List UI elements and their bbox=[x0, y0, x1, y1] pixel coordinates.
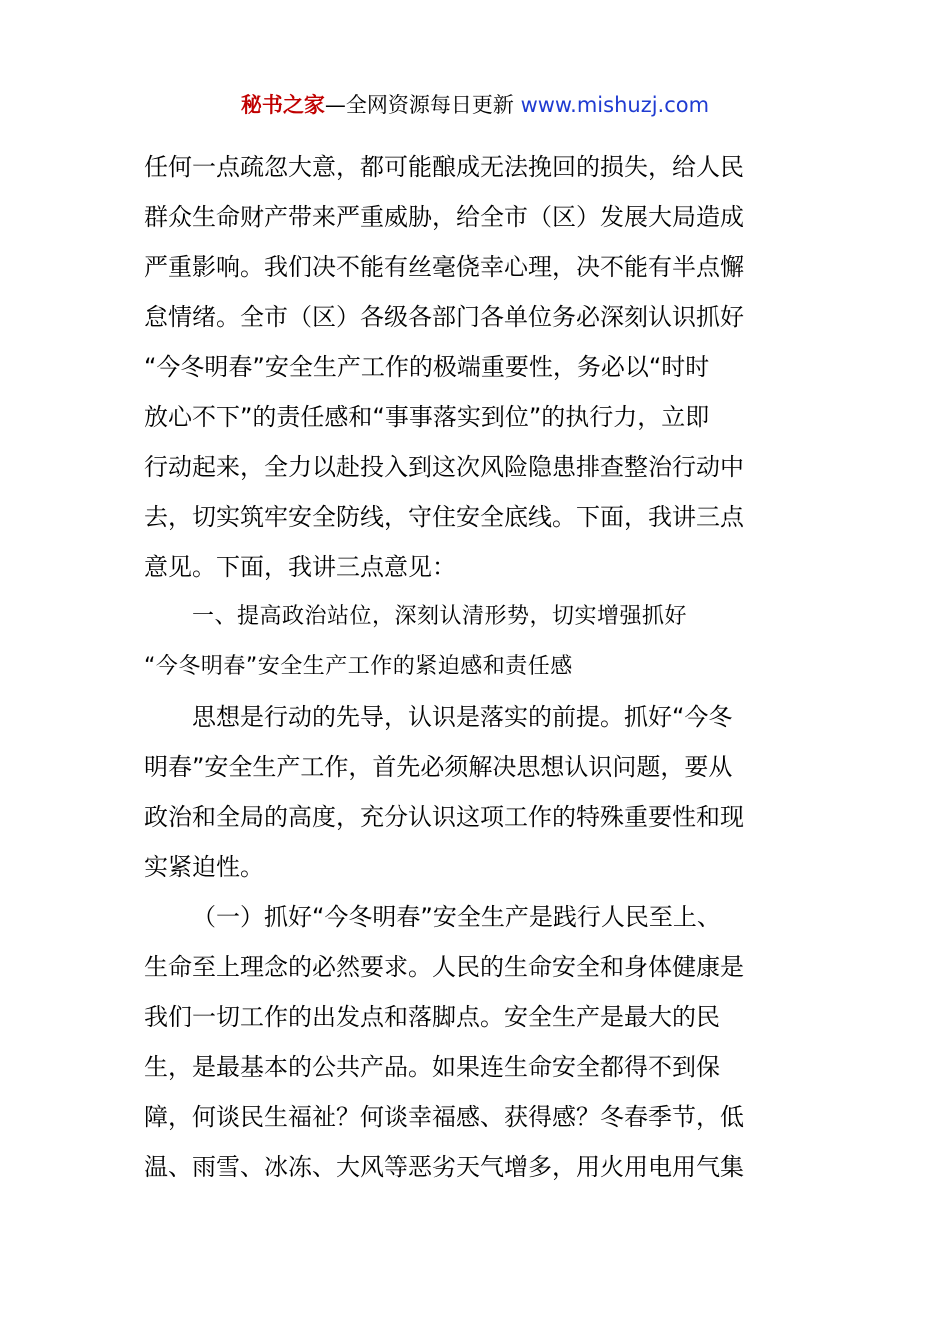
text-line: 任何一点疏忽大意，都可能酿成无法挽回的损失，给人民 bbox=[144, 153, 744, 181]
text-line: 生，是最基本的公共产品。如果连生命安全都得不到保 bbox=[144, 1053, 720, 1081]
text-line: 明春”安全生产工作，首先必须解决思想认识问题，要从 bbox=[144, 753, 733, 781]
text-line: 我们一切工作的出发点和落脚点。安全生产是最大的民 bbox=[144, 1003, 720, 1031]
subsection-heading: （一）抓好“今冬明春”安全生产是践行人民至上、 bbox=[192, 903, 721, 931]
text-line: 温、雨雪、冰冻、大风等恶劣天气增多，用火用电用气集 bbox=[144, 1153, 744, 1181]
text-line: 行动起来，全力以赴投入到这次风险隐患排查整治行动中 bbox=[144, 453, 744, 481]
text-line: 意见。下面，我讲三点意见： bbox=[144, 553, 456, 581]
brand-name: 秘书之家 bbox=[240, 93, 325, 117]
site-url[interactable]: www.mishuzj.com bbox=[520, 93, 710, 117]
text-line: 实紧迫性。 bbox=[144, 853, 264, 881]
text-line: 障，何谈民生福祉？何谈幸福感、获得感？冬春季节，低 bbox=[144, 1103, 744, 1131]
text-line: 怠情绪。全市（区）各级各部门各单位务必深刻认识抓好 bbox=[144, 303, 744, 331]
text-line: 群众生命财产带来严重威胁，给全市（区）发展大局造成 bbox=[144, 203, 744, 231]
paragraph-start: 思想是行动的先导，认识是落实的前提。抓好“今冬 bbox=[192, 703, 733, 731]
text-line: 生命至上理念的必然要求。人民的生命安全和身体健康是 bbox=[144, 953, 744, 981]
section-heading-continued: “今冬明春”安全生产工作的紧迫感和责任感 bbox=[144, 654, 573, 679]
header-tagline: —全网资源每日更新 bbox=[324, 93, 521, 117]
text-line: 放心不下”的责任感和“事事落实到位”的执行力，立即 bbox=[144, 403, 710, 431]
section-heading: 一、提高政治站位，深刻认清形势，切实增强抓好 bbox=[192, 604, 688, 629]
text-line: “今冬明春”安全生产工作的极端重要性，务必以“时时 bbox=[144, 353, 710, 381]
text-line: 政治和全局的高度，充分认识这项工作的特殊重要性和现 bbox=[144, 803, 744, 831]
page-header bbox=[0, 88, 950, 122]
text-line: 去，切实筑牢安全防线，守住安全底线。下面，我讲三点 bbox=[144, 503, 744, 531]
text-line: 严重影响。我们决不能有丝毫侥幸心理，决不能有半点懈 bbox=[144, 253, 744, 281]
document-body bbox=[144, 142, 808, 1192]
